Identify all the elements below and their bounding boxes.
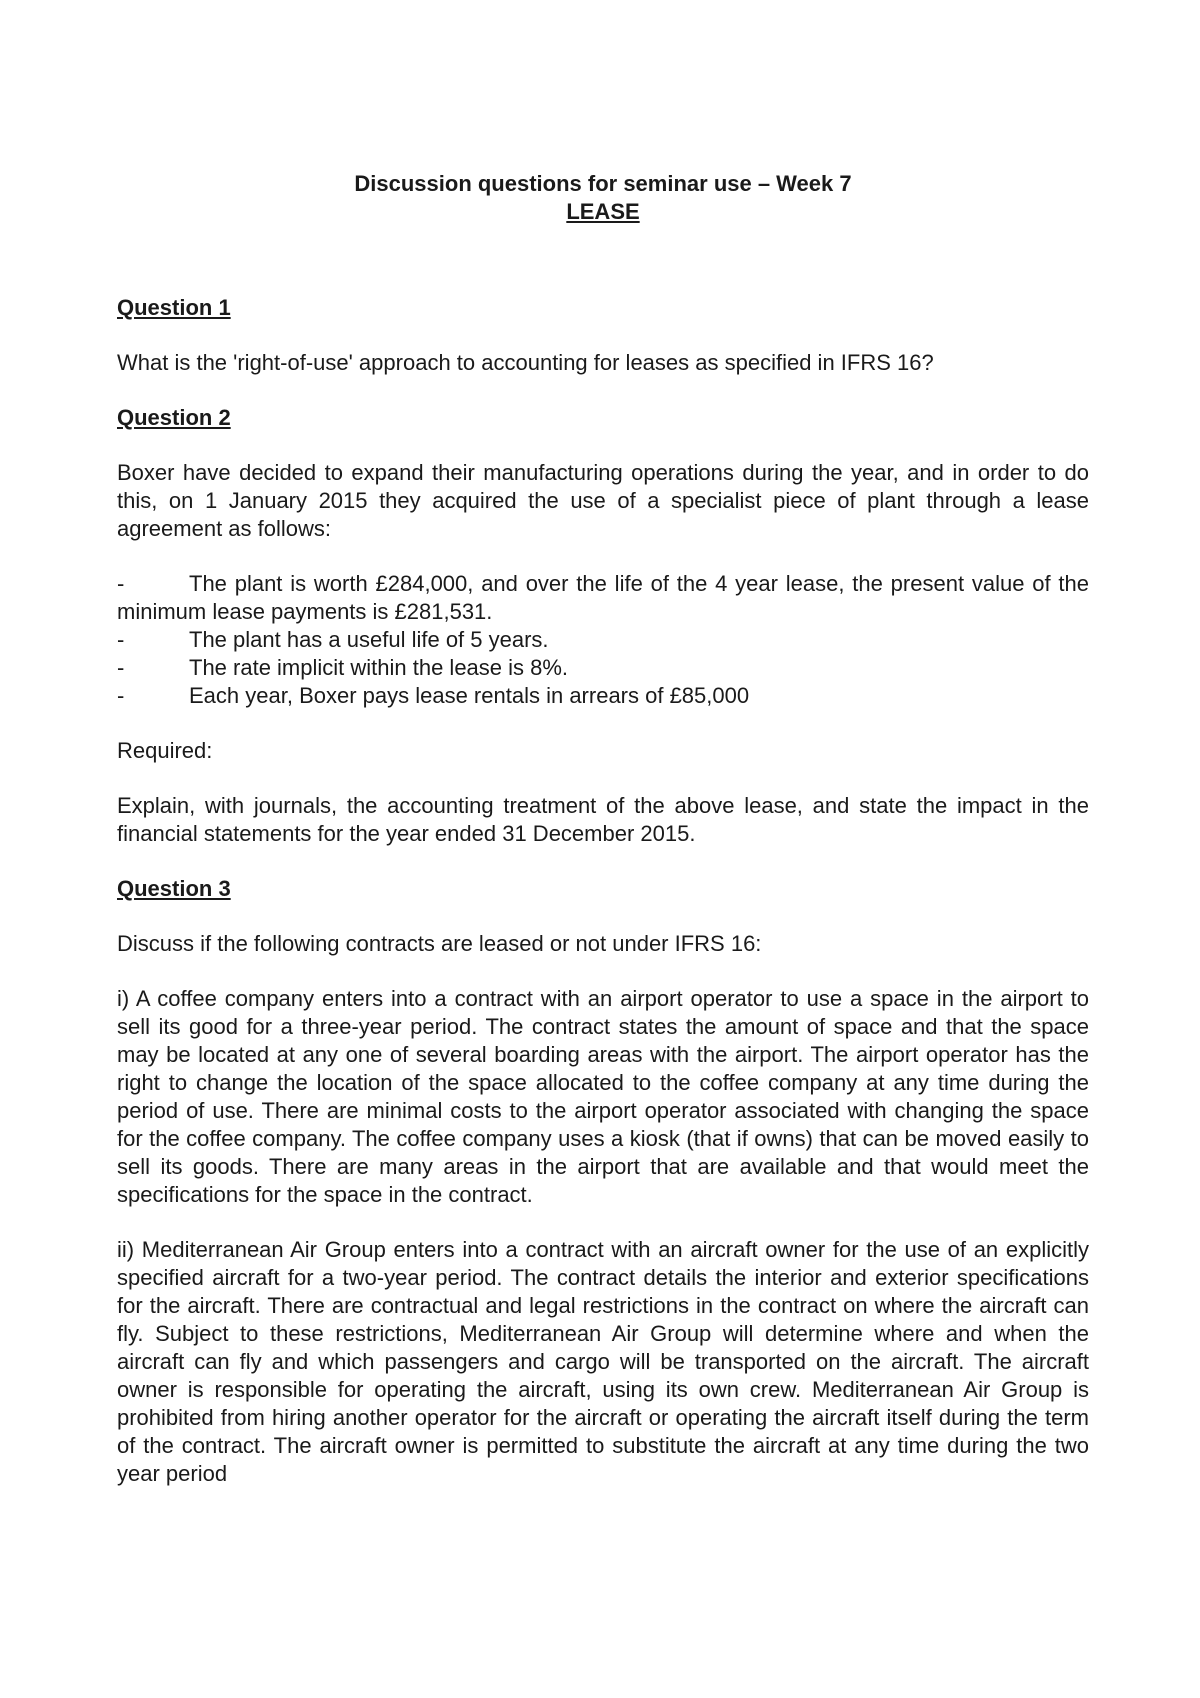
bullet-dash: - bbox=[117, 655, 125, 680]
question-2-required-label: Required: bbox=[117, 738, 213, 763]
question-2-heading: Question 2 bbox=[117, 405, 231, 430]
question-2-intro: Boxer have decided to expand their manufacturing operations during the year, and in order to do this, on 1 January 2015 they acquired the use of a specialist piece of plant through a lease agreement as follows: bbox=[117, 460, 1089, 541]
question-3-heading: Question 3 bbox=[117, 876, 231, 901]
question-2-bullet-list bbox=[117, 570, 1089, 710]
bullet-dash: - bbox=[117, 571, 125, 596]
question-3-case-ii: ii) Mediterranean Air Group enters into a contract with an aircraft owner for the use of an explicitly specified aircraft for a two-year period. The contract details the interior and exterior specifications for the aircraft. There are contractual and legal restrictions in the contract on where the aircraft can fly. Subject to these restrictions, Mediterranean Air Group will determine where and when the aircraft can fly and which passengers and cargo will be transported on the aircraft. The aircraft owner is responsible for operating the aircraft, using its own crew. Mediterranean Air Group is prohibited from hiring another operator for the aircraft or operating the aircraft itself during the term of the contract. The aircraft owner is permitted to substitute the aircraft at any time during the two year period bbox=[117, 1237, 1089, 1486]
document-subtitle bbox=[117, 198, 1089, 226]
bullet-text: The rate implicit within the lease is 8%. bbox=[189, 655, 569, 680]
question-1-heading: Question 1 bbox=[117, 295, 231, 320]
bullet-text: Each year, Boxer pays lease rentals in arrears of £85,000 bbox=[189, 683, 750, 708]
list-item bbox=[117, 570, 1089, 626]
document-page bbox=[117, 170, 1089, 1488]
bullet-text: The plant has a useful life of 5 years. bbox=[189, 627, 549, 652]
question-3-case-i: i) A coffee company enters into a contract with an airport operator to use a space in the airport to sell its good for a three-year period. The contract states the amount of space and that the space may be located at any one of several boarding areas with the airport. The airport operator has the right to change the location of the space allocated to the coffee company at any time during the period of use. There are minimal costs to the airport operator associated with changing the space for the coffee company. The coffee company uses a kiosk (that if owns) that can be moved easily to sell its goods. There are many areas in the airport that are available and that would meet the specifications for the space in the contract. bbox=[117, 986, 1089, 1207]
document-title: Discussion questions for seminar use – Week 7 bbox=[354, 171, 852, 196]
list-item bbox=[117, 654, 1089, 682]
list-item bbox=[117, 682, 1089, 710]
question-2-required-text: Explain, with journals, the accounting treatment of the above lease, and state the impact in the financial statements for the year ended 31 December 2015. bbox=[117, 793, 1089, 846]
list-item bbox=[117, 626, 1089, 654]
question-3-intro: Discuss if the following contracts are leased or not under IFRS 16: bbox=[117, 931, 762, 956]
bullet-dash: - bbox=[117, 627, 125, 652]
question-1-text: What is the 'right-of-use' approach to accounting for leases as specified in IFRS 16? bbox=[117, 350, 934, 375]
bullet-text: The plant is worth £284,000, and over the life of the 4 year lease, the present value of the minimum lease payments is £281,531. bbox=[117, 571, 1089, 624]
subtitle-text: LEASE bbox=[566, 199, 640, 224]
bullet-dash: - bbox=[117, 683, 125, 708]
